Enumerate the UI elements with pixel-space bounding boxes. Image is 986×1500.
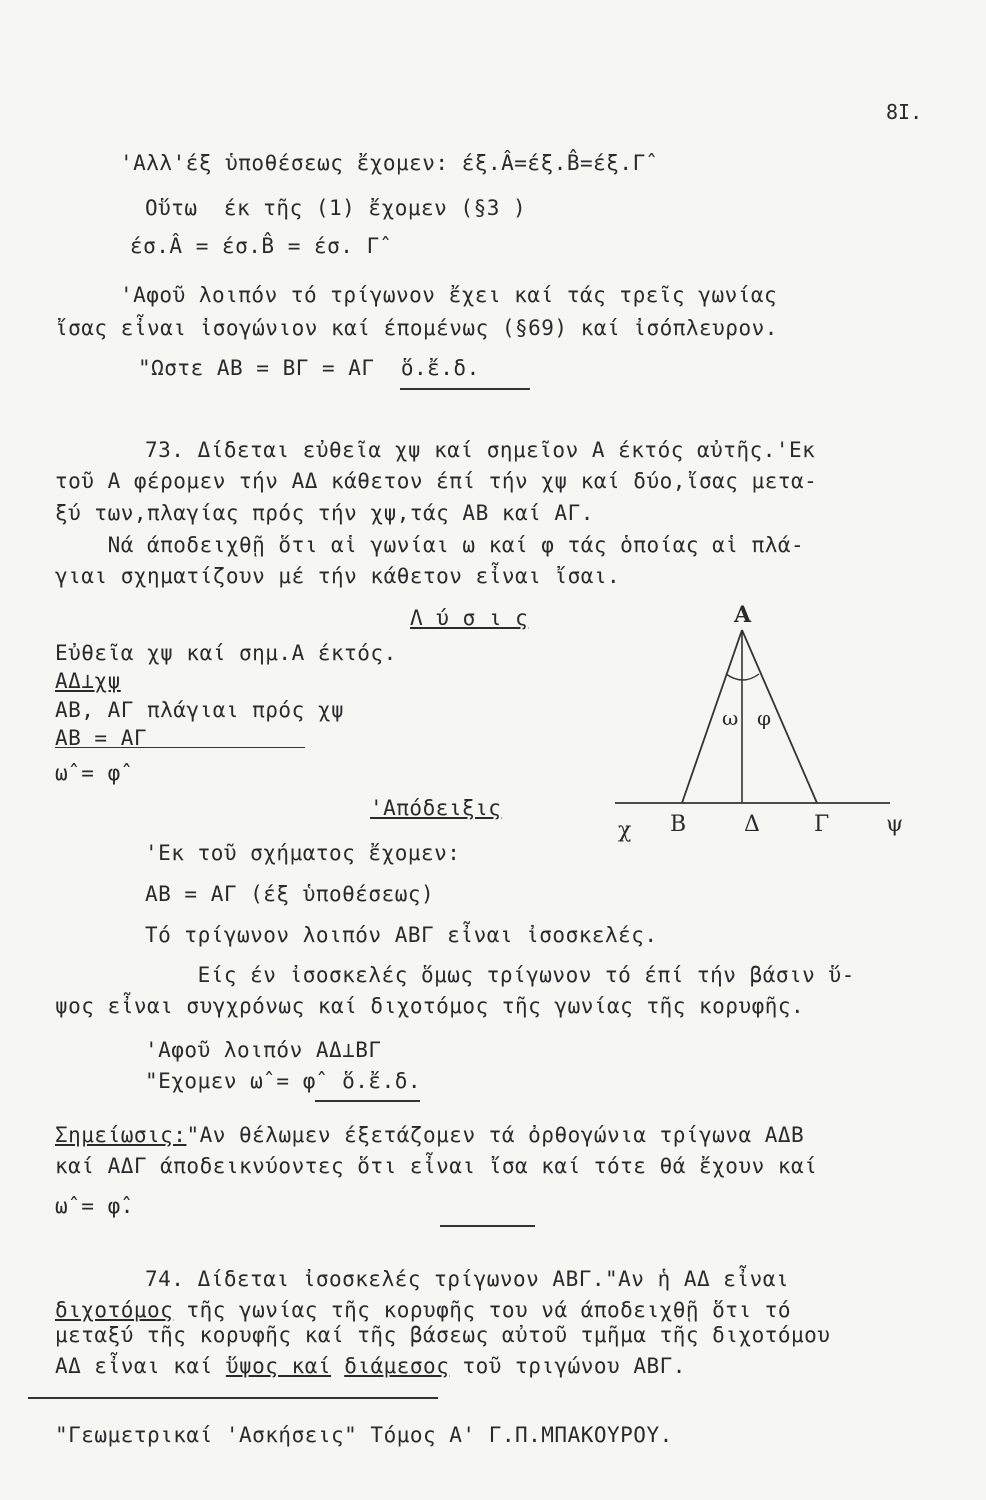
note-text-1: "Αν θέλωμεν έξετάζομεν τά ὀρθογώνια τρίγωνα ΑΔΒ — [186, 1123, 805, 1147]
qed-rule-2 — [315, 1100, 420, 1102]
label-omega: ω — [722, 706, 739, 730]
problem74-median: διάμεσος — [344, 1354, 450, 1378]
problem73-line-5: γιαι σχηματίζουν μέ τήν κάθετον εἶναι ἴσαι. — [55, 564, 621, 588]
label-psi: ψ — [886, 812, 904, 837]
intro-line-6: "Ωστε ΑΒ = ΒΓ = ΑΓ ὅ.ἔ.δ. — [138, 356, 480, 380]
problem74-line-1: 74. Δίδεται ἰσοσκελές τρίγωνον ΑΒΓ."Αν ἡ ΑΔ εἶναι — [145, 1267, 790, 1291]
proof-line-6: 'Αφοῦ λοιπόν ΑΔ⊥ΒΓ — [145, 1038, 382, 1062]
footer-citation: "Γεωμετρικαί 'Ασκήσεις" Τόμος Α' Γ.Π.ΜΠΑΚΟΥΡΟΥ. — [55, 1423, 673, 1447]
note-line-1 — [55, 1122, 804, 1148]
label-beta: Β — [670, 812, 687, 837]
problem73-line-1: 73. Δίδεται εὐθεῖα χψ καί σημεῖον Α έκτός αὐτῆς.'Εκ — [145, 438, 816, 462]
proof-line-7: "Εχομεν ω̂ = φ̂ ὅ.ἔ.δ. — [145, 1069, 422, 1093]
solution-heading: Λ ύ σ ι ς — [410, 606, 529, 630]
proof-heading: 'Απόδειξις — [370, 796, 502, 820]
label-chi: χ — [618, 818, 632, 843]
problem74-line-3: μεταξύ τῆς κορυφῆς καί τῆς βάσεως αὐτοῦ τμῆμα τῆς διχοτόμου — [55, 1323, 831, 1347]
problem74-line-4 — [55, 1353, 686, 1379]
qed-rule-1 — [400, 388, 530, 390]
given-line-3: ΑΒ, ΑΓ πλάγιαι πρός χψ — [55, 698, 345, 722]
label-apex-a: Α — [734, 602, 752, 628]
problem74-line-2-rest: τῆς γωνίας τῆς κορυφῆς του νά άποδειχθῇ ὅτι τό — [173, 1298, 792, 1322]
given-line-1: Εὐθεῖα χψ καί σημ.Α έκτός. — [55, 641, 397, 665]
section-divider — [440, 1225, 535, 1227]
intro-line-2: Οὕτω έκ τῆς (1) ἔχομεν (§3 ) — [145, 196, 527, 220]
note-line-3: ω̂ = φ̂. — [55, 1194, 134, 1218]
problem74-height: ὕψος καί — [225, 1354, 332, 1378]
problem74-line-2 — [55, 1297, 791, 1323]
label-phi: φ — [757, 706, 772, 730]
problem74-line-4-c: τοῦ τριγώνου ΑΒΓ. — [449, 1354, 686, 1378]
problem74-line-4-b — [331, 1354, 344, 1378]
given-rule — [55, 747, 305, 748]
proof-line-2: ΑΒ = ΑΓ (έξ ὑποθέσεως) — [145, 882, 435, 906]
proof-line-3: Τό τρίγωνον λοιπόν ΑΒΓ εἶναι ἰσοσκελές. — [145, 923, 658, 947]
triangle-figure — [580, 600, 900, 840]
intro-line-4: 'Αφοῦ λοιπόν τό τρίγωνον ἔχει καί τάς τρεῖς γωνίας — [120, 283, 778, 307]
problem74-bisector: διχοτόμος — [55, 1298, 174, 1322]
side-ag — [742, 630, 817, 803]
problem74-line-4-a: ΑΔ εἶναι καί — [55, 1354, 226, 1378]
label-gamma: Γ — [814, 812, 830, 837]
proof-line-1: 'Εκ τοῦ σχήματος ἔχομεν: — [145, 841, 461, 865]
page-number: 8I. — [886, 100, 923, 124]
footer-rule — [28, 1397, 438, 1399]
intro-line-3: έσ.Â = έσ.B̂ = έσ. Γ̂ — [130, 234, 380, 258]
given-line-4: ΑΒ = ΑΓ — [55, 726, 148, 750]
note-label: Σημείωσις: — [55, 1123, 187, 1147]
conclusion-line: ω̂ = φ̂ — [55, 761, 121, 785]
problem73-line-4: Νά άποδειχθῇ ὅτι αἱ γωνίαι ω καί φ τάς ὁποίας αἱ πλά- — [55, 533, 805, 557]
note-line-2: καί ΑΔΓ άποδεικνύοντες ὅτι εἶναι ἴσα καί τότε θά ἔχουν καί — [55, 1154, 818, 1178]
intro-line-1: 'Αλλ'έξ ὑποθέσεως ἔχομεν: έξ.Â=έξ.B̂=έξ.Γ̂ — [120, 151, 646, 175]
intro-line-5: ἴσας εἶναι ἰσογώνιον καί έπομένως (§69) καί ἰσόπλευρον. — [55, 316, 778, 340]
proof-line-4: Είς έν ἰσοσκελές ὅμως τρίγωνον τό έπί τήν βάσιν ὕ- — [145, 963, 855, 987]
given-line-2: ΑΔ⊥χψ — [55, 669, 121, 693]
label-delta: Δ — [744, 812, 760, 837]
problem73-line-2: τοῦ Α φέρομεν τήν ΑΔ κάθετον έπί τήν χψ καί δύο,ἴσας μετα- — [55, 469, 818, 493]
problem73-line-3: ξύ των,πλαγίας πρός τήν χψ,τάς ΑΒ καί ΑΓ. — [55, 501, 594, 525]
proof-line-5: ψος εἶναι συγχρόνως καί διχοτόμος τῆς γωνίας τῆς κορυφῆς. — [55, 994, 805, 1018]
